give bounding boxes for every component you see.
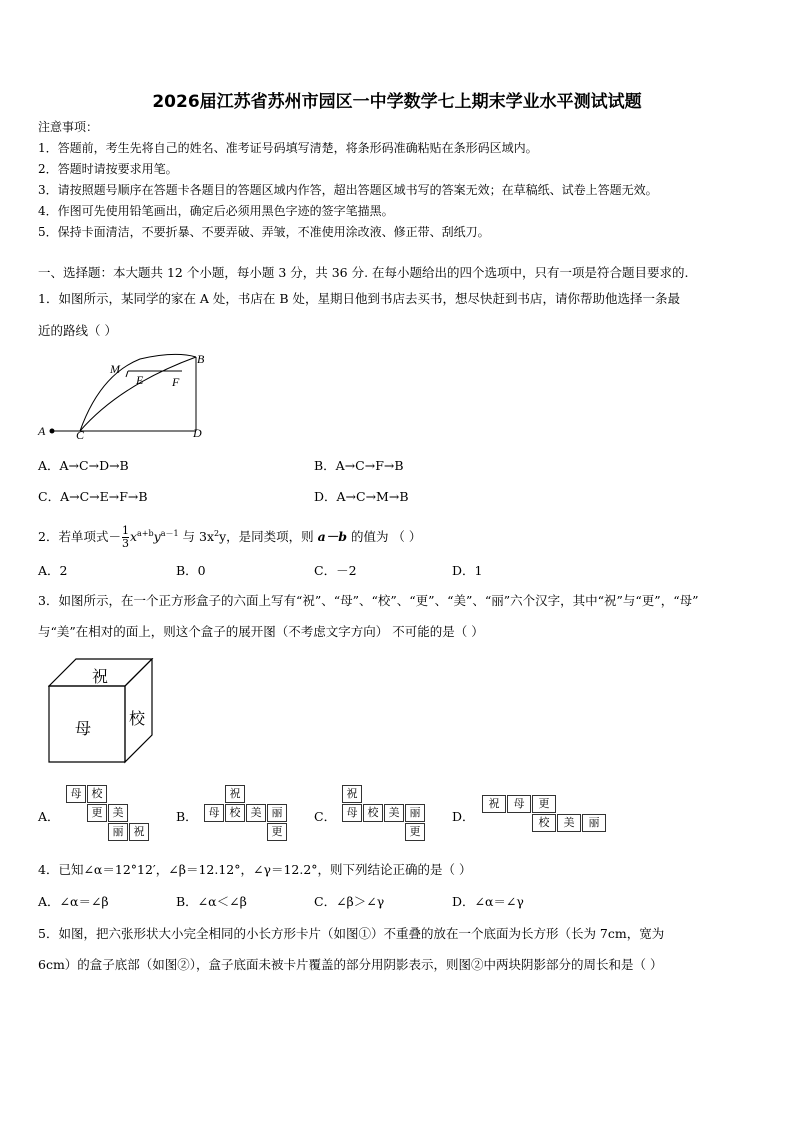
option-c[interactable]: C．－2 bbox=[314, 563, 357, 578]
point-label-a: A bbox=[38, 424, 46, 438]
net-cell: 母 bbox=[66, 785, 86, 803]
point-label-m: M bbox=[110, 362, 120, 376]
net-cell: 祝 bbox=[129, 823, 149, 841]
q2-suffix: 的值为 （ ） bbox=[346, 529, 422, 544]
option-d[interactable]: D．∠α＝∠γ bbox=[452, 894, 524, 909]
option-d-label[interactable]: D． bbox=[452, 809, 475, 824]
point-label-e: E bbox=[136, 373, 144, 387]
notice-item: 4．作图可先使用铅笔画出，确定后必须用黑色字迹的签字笔描黑。 bbox=[38, 204, 394, 218]
expr-ab: a－b bbox=[317, 529, 347, 544]
net-cell: 丽 bbox=[267, 804, 287, 822]
var-y: y bbox=[153, 529, 161, 544]
point-label-c: C bbox=[76, 428, 85, 442]
net-cell: 美 bbox=[246, 804, 266, 822]
cube-top-char: 祝 bbox=[92, 667, 109, 686]
frac-den: 3 bbox=[121, 537, 129, 550]
frac-num: 1 bbox=[121, 524, 129, 537]
option-d[interactable]: D．1 bbox=[452, 563, 483, 578]
net-cell: 校 bbox=[87, 785, 107, 803]
net-cell: 美 bbox=[384, 804, 404, 822]
net-cell: 丽 bbox=[405, 804, 425, 822]
net-cell: 祝 bbox=[342, 785, 362, 803]
q2-y2: y，是同类项，则 bbox=[219, 529, 318, 544]
notice-item: 3．请按照题号顺序在答题卡各题目的答题区域内作答，超出答题区域书写的答案无效；在草稿纸、试卷上答题无效。 bbox=[38, 183, 658, 197]
question-3-text-cont: 与“美”在相对的面上，则这个盒子的展开图（不考虑文字方向） 不可能的是（ ） bbox=[38, 624, 484, 639]
net-cell: 母 bbox=[342, 804, 362, 822]
point-label-b: B bbox=[197, 352, 205, 366]
option-b[interactable]: B．0 bbox=[176, 563, 206, 578]
net-cell: 校 bbox=[363, 804, 383, 822]
question-1-text-cont: 近的路线（ ） bbox=[38, 323, 117, 338]
option-b-label[interactable]: B． bbox=[176, 809, 198, 824]
cube-front-char: 母 bbox=[75, 719, 92, 738]
q2-middle: 与 3x bbox=[178, 529, 214, 544]
net-cell: 母 bbox=[507, 795, 531, 813]
net-cell: 祝 bbox=[225, 785, 245, 803]
exp3: 2 bbox=[214, 528, 220, 538]
question-1-text: 1．如图所示，某同学的家在 A 处，书店在 B 处，星期日他到书店去买书，想尽快赶到书店，请你帮助他选择一条最 bbox=[38, 291, 681, 306]
question-5-text: 5．如图，把六张形状大小完全相同的小长方形卡片（如图①）不重叠的放在一个底面为长方形（长为 7cm，宽为 bbox=[38, 926, 665, 941]
net-cell: 校 bbox=[532, 814, 556, 832]
option-c-label[interactable]: C． bbox=[314, 809, 337, 824]
option-a[interactable]: A．2 bbox=[38, 563, 68, 578]
question-5-text-cont: 6cm）的盒子底部（如图②），盒子底面未被卡片覆盖的部分用阴影表示，则图②中两块阴影部分的周长和是（ ） bbox=[38, 957, 663, 972]
option-a[interactable]: A．∠α＝∠β bbox=[38, 894, 109, 909]
net-cell: 丽 bbox=[582, 814, 606, 832]
notice-item: 1．答题前，考生先将自己的姓名、准考证号码填写清楚，将条形码准确粘贴在条形码区域内。 bbox=[38, 141, 538, 155]
point-label-d: D bbox=[193, 426, 202, 440]
question-3-text: 3．如图所示，在一个正方形盒子的六面上写有“祝”、“母”、“校”、“更”、“美”、“丽”六个汉字，其中“祝”与“更”，“母” bbox=[38, 593, 699, 608]
var-x: x bbox=[129, 529, 138, 544]
fraction bbox=[122, 525, 129, 550]
net-cell: 更 bbox=[87, 804, 107, 822]
option-d[interactable]: D．A→C→M→B bbox=[314, 489, 409, 504]
option-b[interactable]: B．∠α＜∠β bbox=[176, 894, 247, 909]
option-a-label[interactable]: A． bbox=[38, 809, 60, 824]
net-cell: 美 bbox=[108, 804, 128, 822]
question-4-text: 4．已知∠α＝12°12′，∠β＝12.12°，∠γ＝12.2°，则下列结论正确的是（ ） bbox=[38, 862, 472, 877]
option-a[interactable]: A．A→C→D→B bbox=[38, 458, 129, 473]
notice-item: 2．答题时请按要求用笔。 bbox=[38, 162, 178, 176]
net-cell: 更 bbox=[405, 823, 425, 841]
notice-heading: 注意事项： bbox=[38, 120, 99, 134]
exp1: a+b bbox=[137, 528, 154, 538]
cube-side-char: 校 bbox=[129, 709, 146, 728]
net-cell: 校 bbox=[225, 804, 245, 822]
net-cell: 更 bbox=[267, 823, 287, 841]
net-cell: 丽 bbox=[108, 823, 128, 841]
question-2-text bbox=[38, 525, 421, 550]
option-c[interactable]: C．∠β＞∠γ bbox=[314, 894, 385, 909]
option-b[interactable]: B．A→C→F→B bbox=[314, 458, 404, 473]
option-c[interactable]: C．A→C→E→F→B bbox=[38, 489, 148, 504]
net-cell: 美 bbox=[557, 814, 581, 832]
net-cell: 更 bbox=[532, 795, 556, 813]
net-cell: 祝 bbox=[482, 795, 506, 813]
exp2: a－1 bbox=[160, 528, 179, 538]
route-figure bbox=[30, 345, 220, 445]
q2-prefix: 2．若单项式－ bbox=[38, 529, 121, 544]
point-label-f: F bbox=[172, 375, 180, 389]
page-title: 2026届江苏省苏州市园区一中学数学七上期末学业水平测试试题 bbox=[152, 92, 642, 112]
net-cell: 母 bbox=[204, 804, 224, 822]
notice-item: 5．保持卡面清洁，不要折暴、不要弄破、弄皱，不准使用涂改液、修正带、刮纸刀。 bbox=[38, 225, 490, 239]
section-heading: 一、选择题：本大题共 12 个小题，每小题 3 分，共 36 分. 在每小题给出的四个选项中，只有一项是符合题目要求的. bbox=[38, 265, 689, 280]
